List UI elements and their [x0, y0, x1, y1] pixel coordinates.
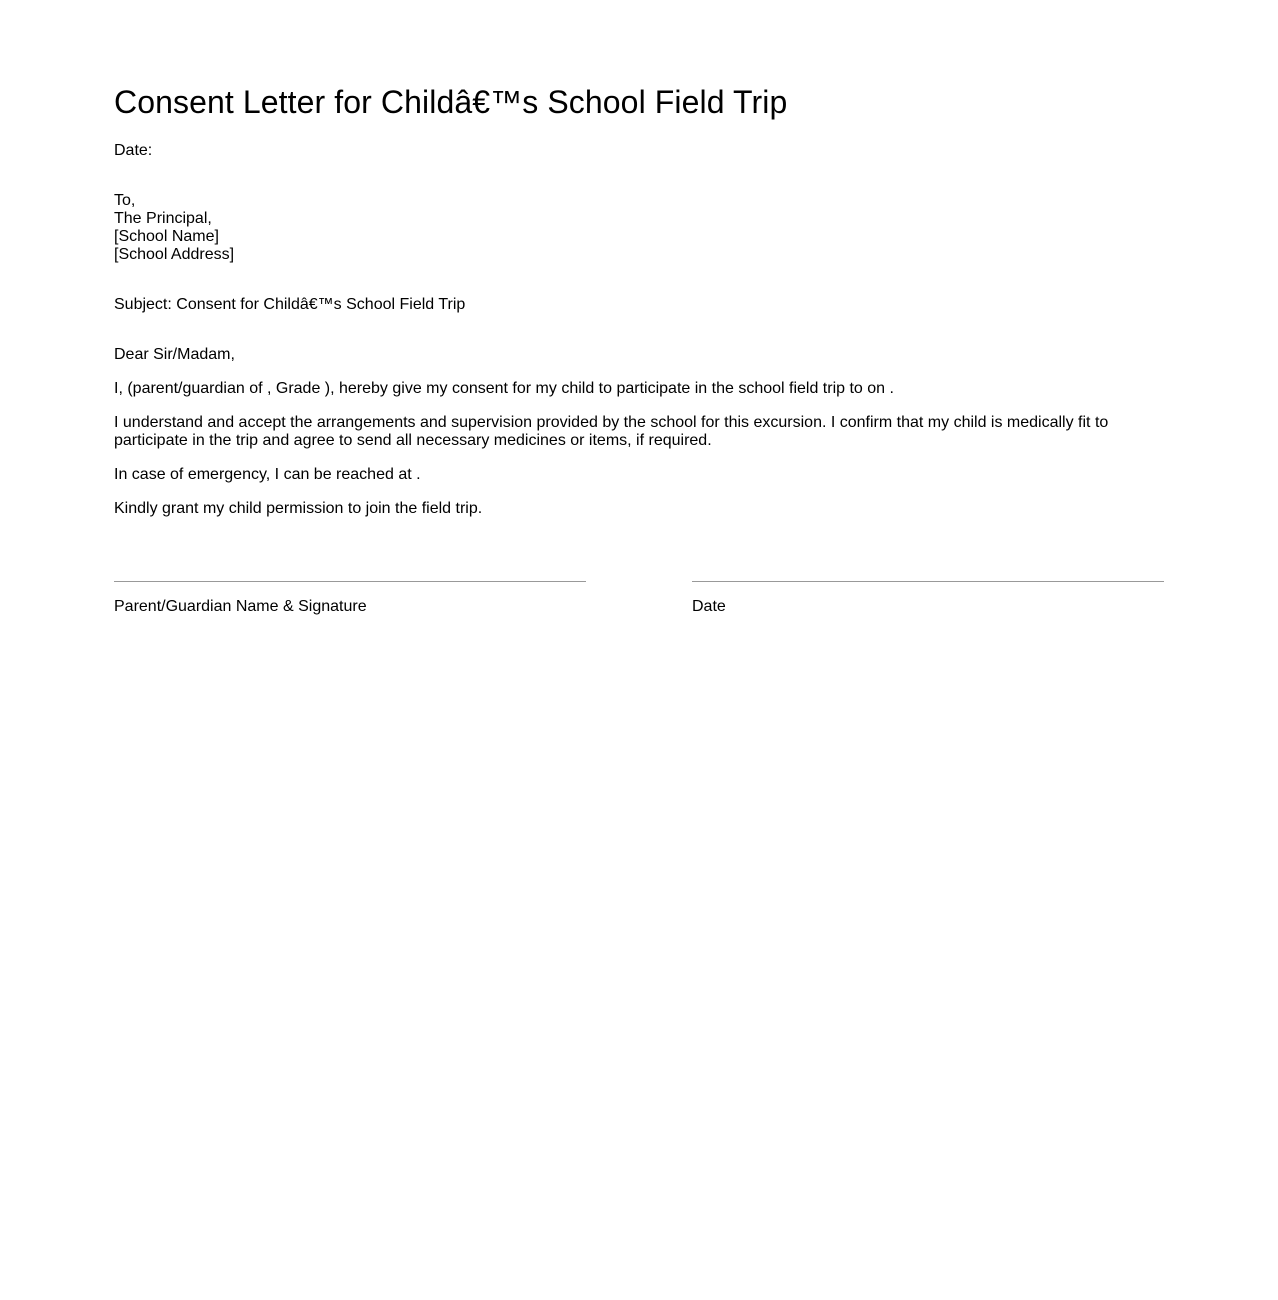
letter-salutation: Dear Sir/Madam, [114, 346, 235, 363]
signature-label: Parent/Guardian Name & Signature [114, 598, 367, 615]
recipient-school-address: [School Address] [114, 246, 235, 263]
date-field-label: Date: [114, 142, 153, 159]
signature-date-line [692, 581, 1164, 582]
recipient-address [114, 192, 1164, 264]
recipient-principal: The Principal, [114, 210, 212, 227]
signature-date-label: Date [692, 598, 726, 615]
recipient-school-name: [School Name] [114, 228, 219, 245]
signature-section [114, 581, 1164, 621]
letter-title: Consent Letter for Childâ€™s School Field Trip [114, 84, 788, 120]
closing-paragraph: Kindly grant my child permission to join the field trip. [114, 500, 483, 517]
recipient-to: To, [114, 192, 136, 209]
arrangements-paragraph: I understand and accept the arrangements and supervision provided by the school for this excursion. I confirm that my child is medically fit to participate in the trip and agree to send all necessary medicines or items, if required. [114, 414, 1109, 449]
letter-subject: Subject: Consent for Childâ€™s School Field Trip [114, 296, 466, 313]
letter-page [0, 0, 1278, 518]
signature-line [114, 581, 586, 582]
consent-paragraph: I, (parent/guardian of , Grade ), hereby give my consent for my child to participate in the school field trip to on . [114, 380, 894, 397]
emergency-paragraph: In case of emergency, I can be reached at . [114, 466, 421, 483]
signature-date-block [692, 581, 1164, 616]
signature-block [114, 581, 586, 616]
